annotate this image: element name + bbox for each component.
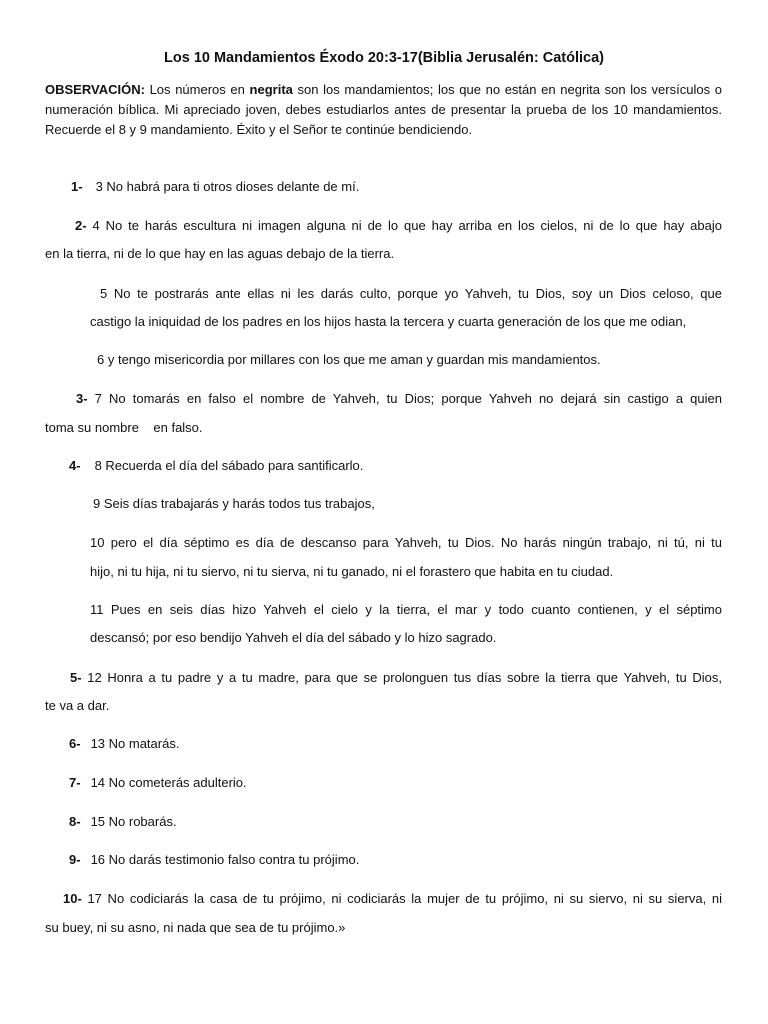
commandment-number: 6- bbox=[69, 736, 81, 751]
commandment-7 bbox=[69, 769, 247, 797]
verse-5-line-1: 5 No te postrarás ante ellas ni les darás culto, porque yo Yahveh, tu Dios, soy un Dios celoso, que bbox=[100, 286, 722, 301]
verse-text: 4 No te harás escultura ni imagen alguna ni de lo que hay arriba en los cielos, ni de lo que hay abajo bbox=[92, 218, 722, 233]
page-title: Los 10 Mandamientos Éxodo 20:3-17(Biblia Jerusalén: Católica) bbox=[164, 50, 604, 66]
commandment-number: 5- bbox=[70, 670, 82, 685]
commandment-number: 9- bbox=[69, 852, 81, 867]
verse-text: 3 No habrá para ti otros dioses delante de mí. bbox=[95, 179, 360, 194]
verse-10-line-1: 10 pero el día séptimo es día de descanso para Yahveh, tu Dios. No harás ningún trabajo, ni tú, ni tu bbox=[90, 535, 722, 550]
commandment-number: 8- bbox=[69, 814, 81, 829]
commandment-10 bbox=[63, 885, 722, 913]
commandment-9 bbox=[69, 846, 359, 874]
commandment-number: 1- bbox=[71, 179, 83, 194]
verse-text: 7 No tomarás en falso el nombre de Yahveh, tu Dios; porque Yahveh no dejará sin castigo a quien bbox=[94, 391, 722, 406]
verse-text: 16 No darás testimonio falso contra tu prójimo. bbox=[90, 852, 360, 867]
verse-11-line-1: 11 Pues en seis días hizo Yahveh el cielo y la tierra, el mar y todo cuanto contienen, y el séptimo bbox=[90, 602, 722, 617]
verse-text: 14 No cometerás adulterio. bbox=[90, 775, 247, 790]
commandment-2 bbox=[75, 212, 722, 240]
commandment-6 bbox=[69, 730, 179, 758]
observation-bold-word: negrita bbox=[249, 82, 293, 97]
commandment-8 bbox=[69, 808, 177, 836]
verse-10-line-2: hijo, ni tu hija, ni tu siervo, ni tu sierva, ni tu ganado, ni el forastero que habita en tu ciudad. bbox=[90, 564, 614, 579]
commandment-number: 7- bbox=[69, 775, 81, 790]
verse-5-line-2: castigo la iniquidad de los padres en los hijos hasta la tercera y cuarta generación de los que me odian, bbox=[90, 314, 687, 329]
observation-label: OBSERVACIÓN: bbox=[45, 82, 145, 97]
verse-17-continuation: su buey, ni su asno, ni nada que sea de tu prójimo.» bbox=[45, 920, 346, 935]
verse-text: 15 No robarás. bbox=[90, 814, 177, 829]
commandment-number: 10- bbox=[63, 891, 82, 906]
commandment-number: 4- bbox=[69, 458, 81, 473]
verse-12-continuation: te va a dar. bbox=[45, 698, 110, 713]
observation-text-2: son los mandamientos; los que no están en negrita son los versículos o numeración bíblica. Mi apreciado joven, debes estudiarlos antes de presentar la prueba de los 10 mandamientos. Recuerde el 8 y 9 mandamiento. Éxito y el Señor te continúe bendiciendo. bbox=[45, 82, 722, 137]
verse-4-continuation: en la tierra, ni de lo que hay en las aguas debajo de la tierra. bbox=[45, 246, 395, 261]
observation-text-1: Los números en bbox=[149, 82, 245, 97]
verse-11-line-2: descansó; por eso bendijo Yahveh el día del sábado y lo hizo sagrado. bbox=[90, 630, 497, 645]
commandment-1 bbox=[71, 173, 359, 201]
commandment-5 bbox=[70, 664, 722, 692]
verse-text: 8 Recuerda el día del sábado para santificarlo. bbox=[94, 458, 364, 473]
commandment-number: 2- bbox=[75, 218, 87, 233]
commandment-number: 3- bbox=[76, 391, 88, 406]
verse-text: 17 No codiciarás la casa de tu prójimo, ni codiciarás la mujer de tu prójimo, ni su siervo, ni su sierva, ni bbox=[87, 891, 722, 906]
observation-note bbox=[45, 80, 722, 140]
verse-text: 13 No matarás. bbox=[90, 736, 180, 751]
verse-7-continuation: toma su nombre en falso. bbox=[45, 420, 203, 435]
verse-text: 12 Honra a tu padre y a tu madre, para que se prolonguen tus días sobre la tierra que Yahveh, tu Dios, bbox=[87, 670, 722, 685]
commandment-4 bbox=[69, 452, 363, 480]
verse-9: 9 Seis días trabajarás y harás todos tus trabajos, bbox=[93, 496, 375, 511]
commandment-3 bbox=[76, 385, 722, 413]
verse-6: 6 y tengo misericordia por millares con los que me aman y guardan mis mandamientos. bbox=[97, 352, 601, 367]
